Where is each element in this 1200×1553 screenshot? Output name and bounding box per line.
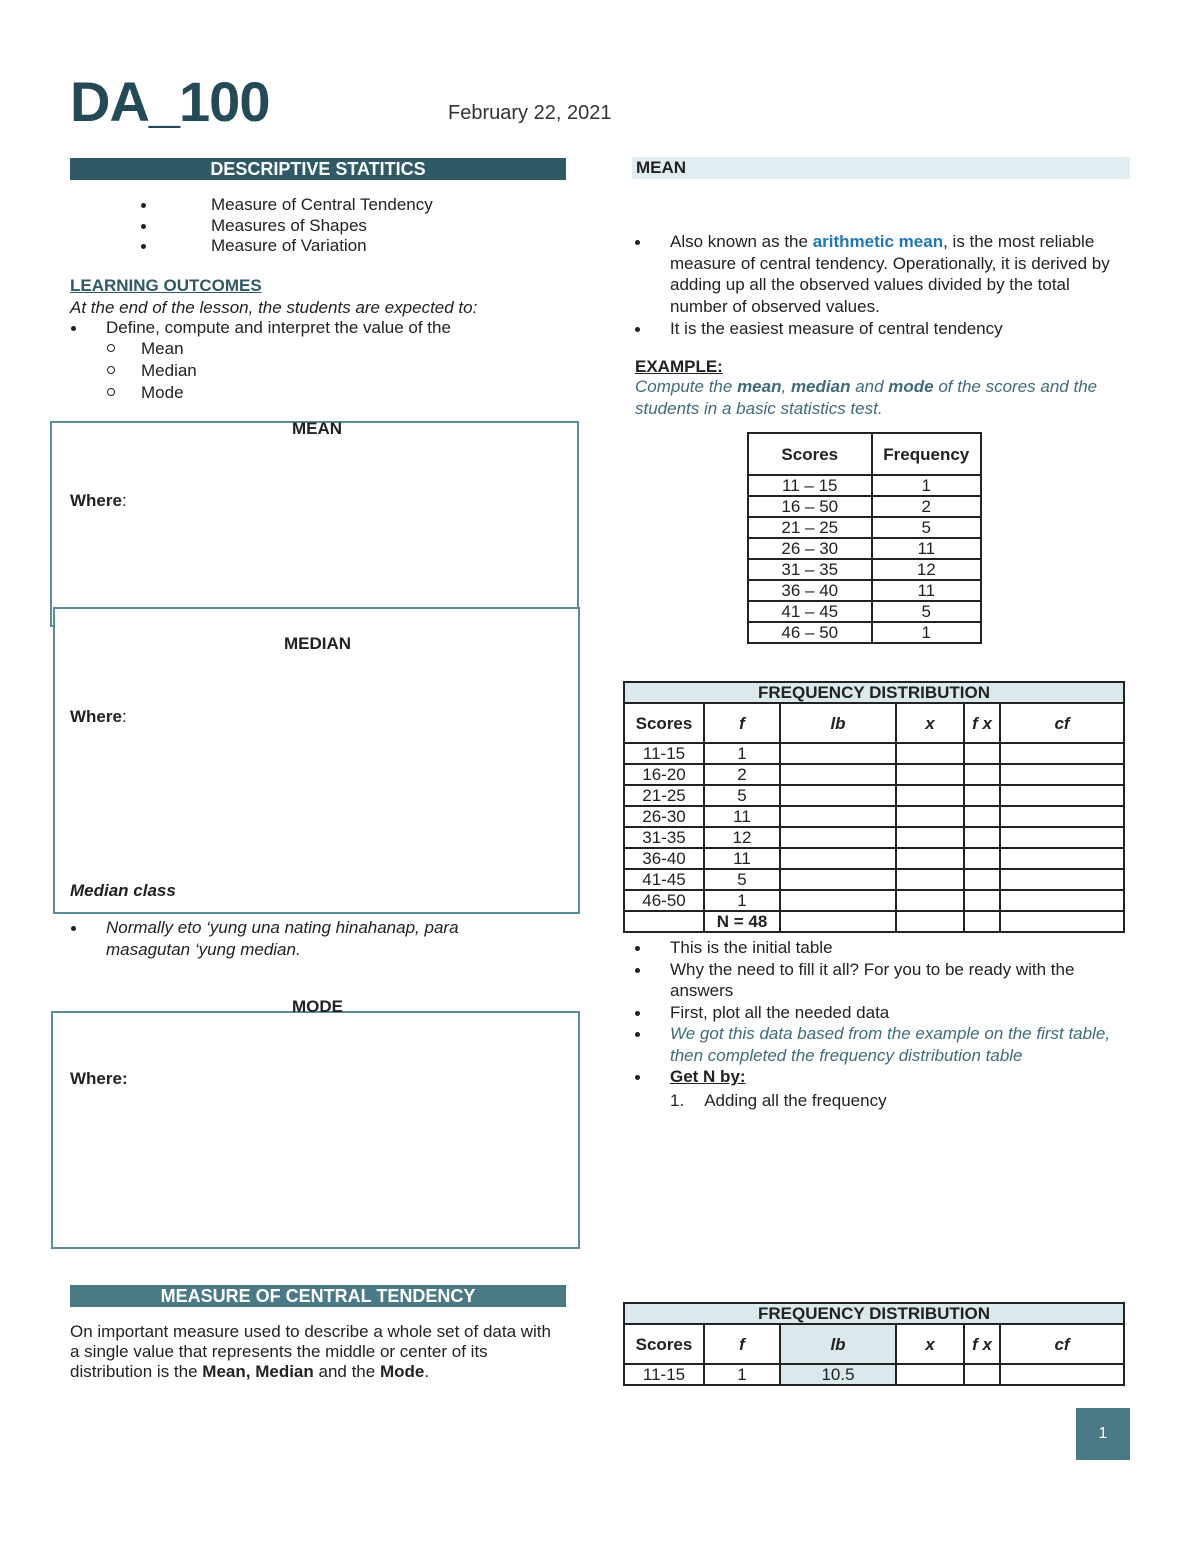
- example-heading: EXAMPLE:: [635, 357, 723, 376]
- median-where-label: Where:: [70, 707, 127, 726]
- table-cell: 10.5: [780, 1364, 896, 1385]
- table-cell: 2: [872, 496, 981, 517]
- learning-outcomes-heading: LEARNING OUTCOMES: [70, 276, 262, 295]
- list-item: Mean: [141, 338, 197, 360]
- column-header: lb: [780, 703, 896, 743]
- table-row: [748, 496, 981, 517]
- mean-formula-box: [50, 421, 579, 627]
- table-cell: 21 – 25: [748, 517, 872, 538]
- descriptive-statistics-bar: DESCRIPTIVE STATITICS: [70, 158, 566, 180]
- table-cell: 41-45: [624, 869, 704, 890]
- table-cell: 11 – 15: [748, 475, 872, 496]
- table-cell: 31-35: [624, 827, 704, 848]
- learning-outcomes-intro: At the end of the lesson, the students are expected to:: [70, 298, 478, 317]
- table-row: [624, 743, 1124, 764]
- list-item: Get N by:: [670, 1066, 1130, 1088]
- table-cell: 11: [704, 848, 780, 869]
- table-row: [624, 890, 1124, 911]
- table-row: [748, 475, 981, 496]
- table-cell: 1: [704, 890, 780, 911]
- table-cell: 12: [872, 559, 981, 580]
- table-cell: 5: [704, 869, 780, 890]
- table-cell: 36 – 40: [748, 580, 872, 601]
- document-date: February 22, 2021: [448, 102, 612, 124]
- table-cell: 5: [872, 601, 981, 622]
- table-cell: 2: [704, 764, 780, 785]
- list-item: Why the need to fill it all? For you to be ready with the answers: [670, 959, 1130, 1002]
- table-row: [748, 601, 981, 622]
- table-title: FREQUENCY DISTRIBUTION: [624, 1303, 1124, 1324]
- table-row: [624, 1364, 1124, 1385]
- column-header: x: [896, 703, 964, 743]
- table-cell: 1: [704, 743, 780, 764]
- total-cell: N = 48: [704, 911, 780, 932]
- list-item: Measure of Central Tendency: [211, 195, 433, 216]
- table-cell: 12: [704, 827, 780, 848]
- column-header: Scores: [624, 703, 704, 743]
- page-number: 1: [1076, 1408, 1130, 1460]
- document-title: DA_100: [70, 70, 270, 133]
- descriptive-list: [211, 195, 433, 257]
- table-row: [624, 806, 1124, 827]
- table-cell: 5: [872, 517, 981, 538]
- learning-outcomes-sublist: [141, 338, 197, 404]
- table-cell: 46 – 50: [748, 622, 872, 643]
- get-n-step: 1. Adding all the frequency: [670, 1091, 887, 1110]
- table-row: [624, 848, 1124, 869]
- mode-box-label: MODE: [292, 997, 343, 1016]
- example-text: Compute the mean, median and mode of the scores and the students in a basic statistics test.: [635, 377, 1098, 418]
- table-cell: 11-15: [624, 743, 704, 764]
- column-header: Scores: [624, 1324, 704, 1364]
- table-cell: 1: [872, 475, 981, 496]
- table-cell: 36-40: [624, 848, 704, 869]
- mode-where-label: Where:: [70, 1069, 128, 1088]
- table-row: [624, 827, 1124, 848]
- column-header: cf: [1000, 1324, 1124, 1364]
- table-cell: 26-30: [624, 806, 704, 827]
- column-header: f x: [964, 1324, 1000, 1364]
- table-cell: 1: [872, 622, 981, 643]
- mean-where-label: Where:: [70, 491, 127, 510]
- table-row: [748, 517, 981, 538]
- list-item: First, plot all the needed data: [670, 1002, 1130, 1024]
- table-cell: 31 – 35: [748, 559, 872, 580]
- column-header: cf: [1000, 703, 1124, 743]
- median-note: Normally eto ‘yung una nating hinahanap, para masagutan ‘yung median.: [106, 917, 526, 960]
- list-item: Median: [141, 360, 197, 382]
- list-item: Measure of Variation: [211, 236, 433, 257]
- table-cell: 16-20: [624, 764, 704, 785]
- mean-bullet-2: It is the easiest measure of central tendency: [670, 318, 1003, 340]
- frequency-distribution-table: [623, 681, 1125, 933]
- table-cell: 46-50: [624, 890, 704, 911]
- table-cell: 5: [704, 785, 780, 806]
- table-cell: 11: [704, 806, 780, 827]
- table-cell: 11: [872, 538, 981, 559]
- table-total-row: [624, 911, 1124, 932]
- table-cell: 26 – 30: [748, 538, 872, 559]
- column-header: Scores: [748, 433, 872, 475]
- table-cell: 11: [872, 580, 981, 601]
- table-row: [624, 764, 1124, 785]
- table-row: [748, 538, 981, 559]
- learning-outcomes-item: Define, compute and interpret the value of the: [106, 317, 451, 339]
- table-header-row: [748, 433, 981, 475]
- column-header: f: [704, 703, 780, 743]
- mean-box-label: MEAN: [292, 419, 343, 438]
- table-cell: 11-15: [624, 1364, 704, 1385]
- column-header: lb: [780, 1324, 896, 1364]
- list-item: This is the initial table: [670, 937, 1130, 959]
- central-tendency-paragraph: On important measure used to describe a whole set of data with a single value that represents the middle or center of its distribution is the Mean, Median and the Mode.: [70, 1322, 551, 1381]
- column-header: f x: [964, 703, 1000, 743]
- frequency-distribution-table-2: [623, 1302, 1125, 1386]
- list-item: We got this data based from the example on the first table, then completed the frequency distribution table: [670, 1023, 1130, 1066]
- table-title: FREQUENCY DISTRIBUTION: [624, 682, 1124, 703]
- median-box-label: MEDIAN: [284, 634, 352, 653]
- table-header-row: [624, 703, 1124, 743]
- fd-notes-list: [670, 937, 1130, 1088]
- central-tendency-bar: MEASURE OF CENTRAL TENDENCY: [70, 1285, 566, 1307]
- table-header-row: [624, 1324, 1124, 1364]
- mean-bullet-1: Also known as the arithmetic mean, is the most reliable measure of central tendency. Operationally, it is derived by adding up all the observed values divided by the total number of observed values.: [670, 231, 1132, 317]
- median-class-label: Median class: [70, 881, 176, 900]
- table-row: [748, 559, 981, 580]
- mean-section-header: MEAN: [632, 157, 1130, 179]
- list-item: Measures of Shapes: [211, 216, 433, 237]
- table-row: [624, 869, 1124, 890]
- column-header: f: [704, 1324, 780, 1364]
- table-row: [748, 580, 981, 601]
- list-item: Mode: [141, 382, 197, 404]
- column-header: Frequency: [872, 433, 981, 475]
- table-cell: 21-25: [624, 785, 704, 806]
- table-row: [624, 785, 1124, 806]
- mode-formula-box: [51, 1011, 580, 1249]
- table-cell: 16 – 50: [748, 496, 872, 517]
- table-row: [748, 622, 981, 643]
- column-header: x: [896, 1324, 964, 1364]
- table-cell: 1: [704, 1364, 780, 1385]
- scores-table: [747, 432, 982, 644]
- table-cell: 41 – 45: [748, 601, 872, 622]
